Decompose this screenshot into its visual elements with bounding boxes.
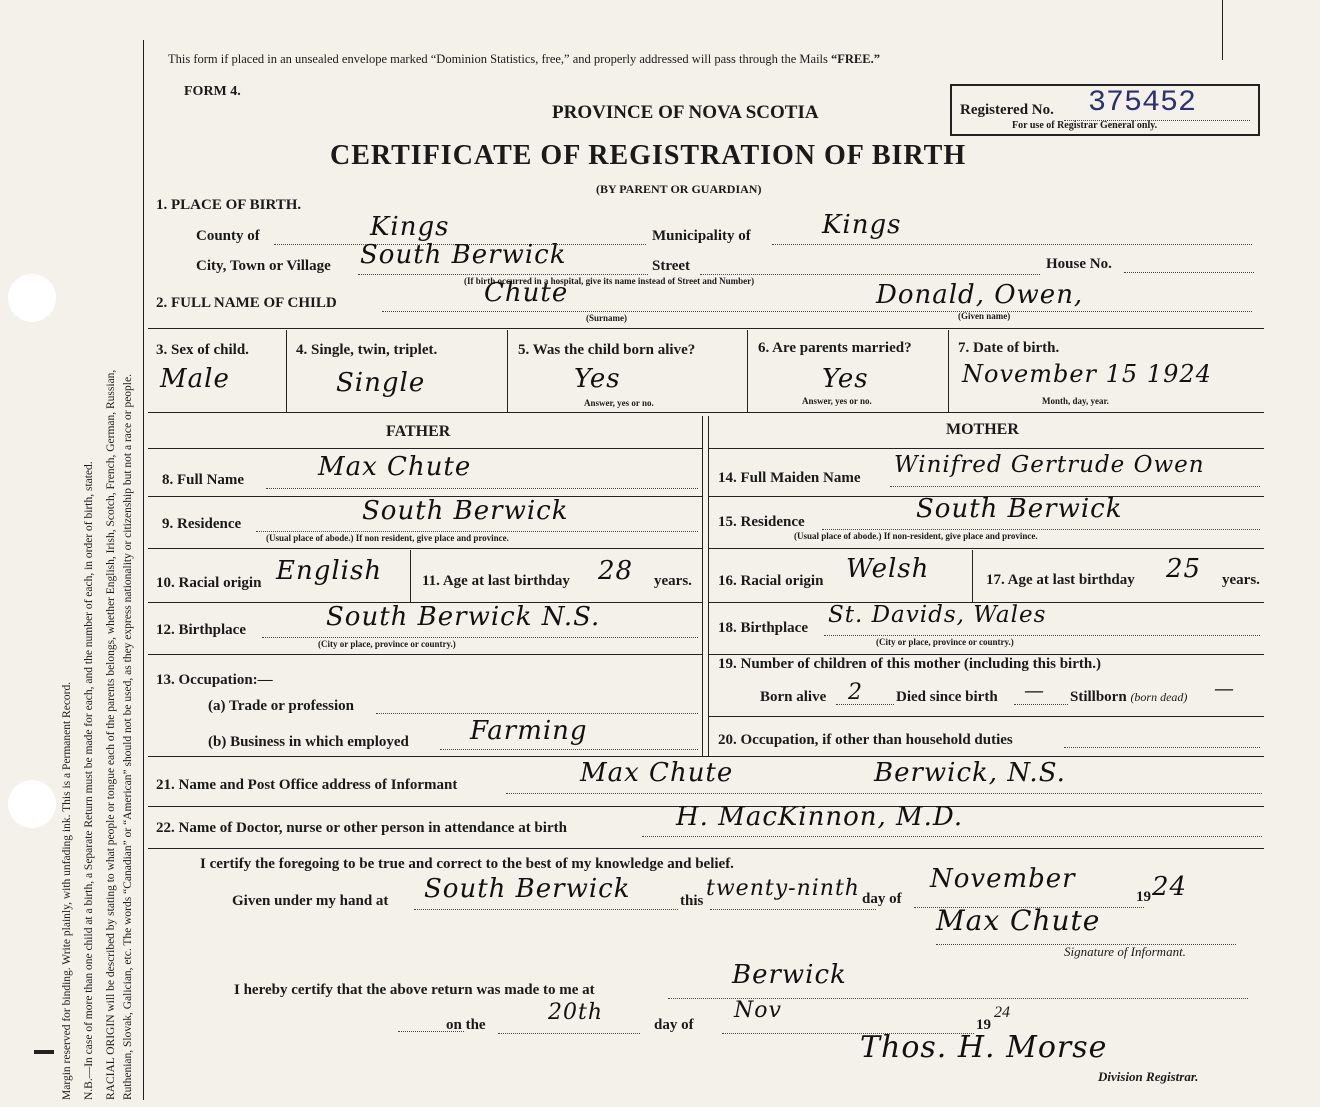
informant-signature-caption: Signature of Informant. [1064, 944, 1186, 959]
stillborn-label [1070, 689, 1187, 706]
this-label: this [680, 893, 704, 909]
father-residence-caption: (Usual place of abode.) If non resident, give place and province. [266, 533, 509, 543]
stillborn-value: — [1214, 676, 1235, 700]
house-label: House No. [1046, 256, 1112, 272]
hospital-note: (If birth occurred in a hospital, give its name instead of Street and Number) [464, 276, 755, 286]
father-race-value: English [276, 556, 383, 586]
mother-birthplace-caption: (City or place, province or country.) [876, 637, 1014, 647]
father-heading: FATHER [386, 423, 451, 440]
child-surname: Chute [484, 278, 569, 308]
registered-number: 375452 [1088, 86, 1197, 120]
born-alive-count: 2 [848, 680, 863, 705]
business-label: (b) Business in which employed [208, 734, 409, 750]
given-year-suffix: 24 [1152, 872, 1188, 902]
registrar-day: 20th [548, 1000, 604, 1025]
father-name-line [266, 488, 698, 489]
margin-note-racial-origin-cont: Ruthenian, Slovak, Galician, etc. The words “Canadian” or “American” should not be used, as they express nationality or citizenship but not a race or people. [122, 374, 134, 1100]
born-alive-label: 5. Was the child born alive? [518, 342, 696, 358]
born-alive-count-label: Born alive [760, 689, 827, 705]
plurality-label: 4. Single, twin, triplet. [296, 342, 438, 358]
municipality-label: Municipality of [652, 228, 751, 244]
mother-race-label: 16. Racial origin [718, 573, 824, 589]
mother-name-line [890, 486, 1260, 487]
given-day-line [710, 909, 876, 910]
on-the-label: on the [446, 1017, 486, 1033]
day-of-label: day of [862, 891, 902, 907]
father-residence-label: 9. Residence [162, 516, 242, 532]
father-residence-value: South Berwick [362, 496, 569, 526]
rule [148, 548, 702, 549]
margin-note-binding: Margin reserved for binding. Write plainly, with unfading ink. This is a Permanent Record. [61, 681, 73, 1100]
sex-value: Male [160, 364, 230, 394]
dob-caption: Month, day, year. [1042, 396, 1109, 406]
race-age-divider [410, 550, 411, 602]
mail-notice-free: “FREE.” [831, 52, 880, 66]
business-line [440, 749, 698, 750]
mother-birthplace-label: 18. Birthplace [718, 620, 808, 636]
given-month-value: November [930, 864, 1076, 894]
street-label: Street [652, 258, 691, 274]
rule [708, 716, 1264, 717]
married-label: 6. Are parents married? [758, 340, 912, 356]
city-line [358, 274, 648, 275]
registrar-caption: Division Registrar. [1098, 1069, 1199, 1084]
page-title: CERTIFICATE OF REGISTRATION OF BIRTH [330, 140, 967, 171]
given-year-prefix: 19 [1136, 889, 1151, 905]
mother-residence-line [822, 529, 1260, 530]
business-value: Farming [470, 716, 588, 746]
father-age-label: 11. Age at last birthday [422, 573, 570, 589]
mother-birthplace-line [824, 635, 1260, 636]
column-divider [286, 330, 287, 412]
father-race-label: 10. Racial origin [156, 575, 262, 591]
column-divider [948, 330, 949, 412]
mother-residence-caption: (Usual place of abode.) If non-resident, give place and province. [794, 531, 1038, 541]
mother-age-value: 25 [1166, 554, 1202, 584]
stillborn-caption: (born dead) [1130, 690, 1188, 704]
doctor-value: H. MacKinnon, M.D. [676, 802, 964, 832]
father-occupation-label: 13. Occupation:— [156, 672, 273, 688]
mother-name-value: Winifred Gertrude Owen [894, 452, 1205, 478]
trade-line [376, 713, 698, 714]
died-line [1014, 704, 1068, 705]
died-label: Died since birth [896, 689, 998, 705]
margin-note-racial-origin: RACIAL ORIGIN will be described by stating to what people or tongue each of the parents belongs, whether English, Irish, Scotch, French, German, Russian, [105, 369, 117, 1100]
mother-occupation-label: 20. Occupation, if other than household duties [718, 732, 1013, 748]
married-caption: Answer, yes or no. [802, 396, 872, 406]
mother-race-value: Welsh [846, 554, 930, 584]
child-given-name: Donald, Owen, [876, 280, 1084, 310]
mail-notice-text: This form if placed in an unsealed envelope marked “Dominion Statistics, free,” and properly addressed will pass through the Mails [168, 52, 832, 66]
dob-label: 7. Date of birth. [958, 340, 1060, 356]
place-heading: 1. PLACE OF BIRTH. [156, 197, 302, 213]
father-age-value: 28 [598, 556, 634, 586]
given-under-label: Given under my hand at [232, 893, 389, 909]
margin-mark-icon [34, 1050, 54, 1054]
mother-name-label: 14. Full Maiden Name [718, 470, 861, 486]
right-edge-line [1222, 0, 1223, 60]
died-value: — [1024, 678, 1045, 702]
informant-address: Berwick, N.S. [874, 758, 1066, 788]
parent-column-divider [708, 416, 709, 756]
rule [148, 412, 1264, 413]
column-divider [747, 330, 748, 412]
mother-birthplace-value: St. Davids, Wales [828, 602, 1047, 628]
father-name-value: Max Chute [318, 452, 472, 482]
father-age-years: years. [654, 573, 692, 589]
plurality-value: Single [336, 368, 426, 398]
page-subtitle: (BY PARENT OR GUARDIAN) [596, 182, 762, 196]
father-birthplace-label: 12. Birthplace [156, 622, 246, 638]
children-count-label: 19. Number of children of this mother (including this birth.) [718, 656, 1101, 672]
rule [148, 848, 1264, 849]
informant-name: Max Chute [580, 758, 734, 788]
stillborn-label-text: Stillborn [1070, 689, 1127, 705]
punch-hole [8, 780, 56, 828]
margin-note-multiple-births: N.B.—In case of more than one child at a birth, a Separate Return must be made for each, and the number of each, in order of birth, stated. [83, 461, 95, 1100]
registered-label: Registered No. [960, 102, 1054, 118]
sex-label: 3. Sex of child. [156, 342, 249, 358]
rule [708, 654, 1264, 655]
father-name-label: 8. Full Name [162, 472, 245, 488]
parent-column-divider [702, 416, 703, 756]
mother-age-years: years. [1222, 572, 1260, 588]
rule [708, 448, 1264, 449]
county-label: County of [196, 228, 260, 244]
mother-residence-label: 15. Residence [718, 514, 805, 530]
child-name-label: 2. FULL NAME OF CHILD [156, 295, 337, 311]
born-alive-caption: Answer, yes or no. [584, 398, 654, 408]
registrar-use-note: For use of Registrar General only. [1012, 120, 1158, 131]
rule [148, 448, 702, 449]
form-number: FORM 4. [184, 84, 241, 99]
registration-box [950, 84, 1260, 136]
rule [148, 756, 1264, 757]
registrar-place: Berwick [732, 960, 847, 990]
rule [148, 328, 1264, 329]
city-value: South Berwick [360, 240, 567, 270]
married-value: Yes [822, 364, 869, 394]
municipality-line [772, 244, 1252, 245]
given-place-line [414, 909, 678, 910]
city-label: City, Town or Village [196, 258, 331, 274]
informant-signature: Max Chute [936, 904, 1101, 937]
race-age-divider [972, 550, 973, 602]
mother-occupation-line [1064, 747, 1260, 748]
column-divider [507, 330, 508, 412]
county-value: Kings [370, 212, 450, 242]
registrar-day-line [498, 1033, 640, 1034]
registrar-day-of: day of [654, 1017, 694, 1033]
rule [148, 654, 702, 655]
registrar-month: Nov [734, 998, 782, 1023]
father-residence-line [256, 531, 698, 532]
father-birthplace-caption: (City or place, province or country.) [318, 639, 456, 649]
given-caption: (Given name) [958, 311, 1011, 321]
registrar-signature: Thos. H. Morse [860, 1030, 1108, 1065]
father-birthplace-line [262, 637, 698, 638]
doctor-label: 22. Name of Doctor, nurse or other person in attendance at birth [156, 820, 567, 836]
certification-statement: I certify the foregoing to be true and correct to the best of my knowledge and belief. [200, 856, 734, 872]
street-line [700, 274, 1040, 275]
given-day-value: twenty-ninth [706, 876, 860, 901]
born-alive-count-line [836, 704, 894, 705]
margin-line [143, 40, 144, 1100]
born-alive-value: Yes [574, 364, 621, 394]
mother-age-label: 17. Age at last birthday [986, 572, 1135, 588]
father-birthplace-value: South Berwick N.S. [326, 602, 601, 632]
punch-hole [8, 274, 56, 322]
municipality-value: Kings [822, 210, 902, 240]
registrar-year-suffix: 24 [994, 1004, 1010, 1021]
province-title: PROVINCE OF NOVA SCOTIA [552, 102, 819, 123]
mail-notice [168, 52, 880, 67]
surname-caption: (Surname) [586, 313, 627, 323]
registrar-year-prefix: 19 [976, 1017, 991, 1033]
house-line [1124, 272, 1254, 273]
trade-label: (a) Trade or profession [208, 698, 354, 714]
dob-value: November 15 1924 [962, 360, 1212, 388]
child-name-line [382, 311, 1252, 312]
given-place-value: South Berwick [424, 874, 631, 904]
informant-label: 21. Name and Post Office address of Informant [156, 777, 458, 793]
doctor-line [642, 836, 1262, 837]
registrar-statement: I hereby certify that the above return was made to me at [234, 982, 595, 998]
mother-heading: MOTHER [946, 421, 1019, 438]
rule [708, 548, 1264, 549]
informant-line [506, 793, 1262, 794]
mother-residence-value: South Berwick [916, 494, 1123, 524]
